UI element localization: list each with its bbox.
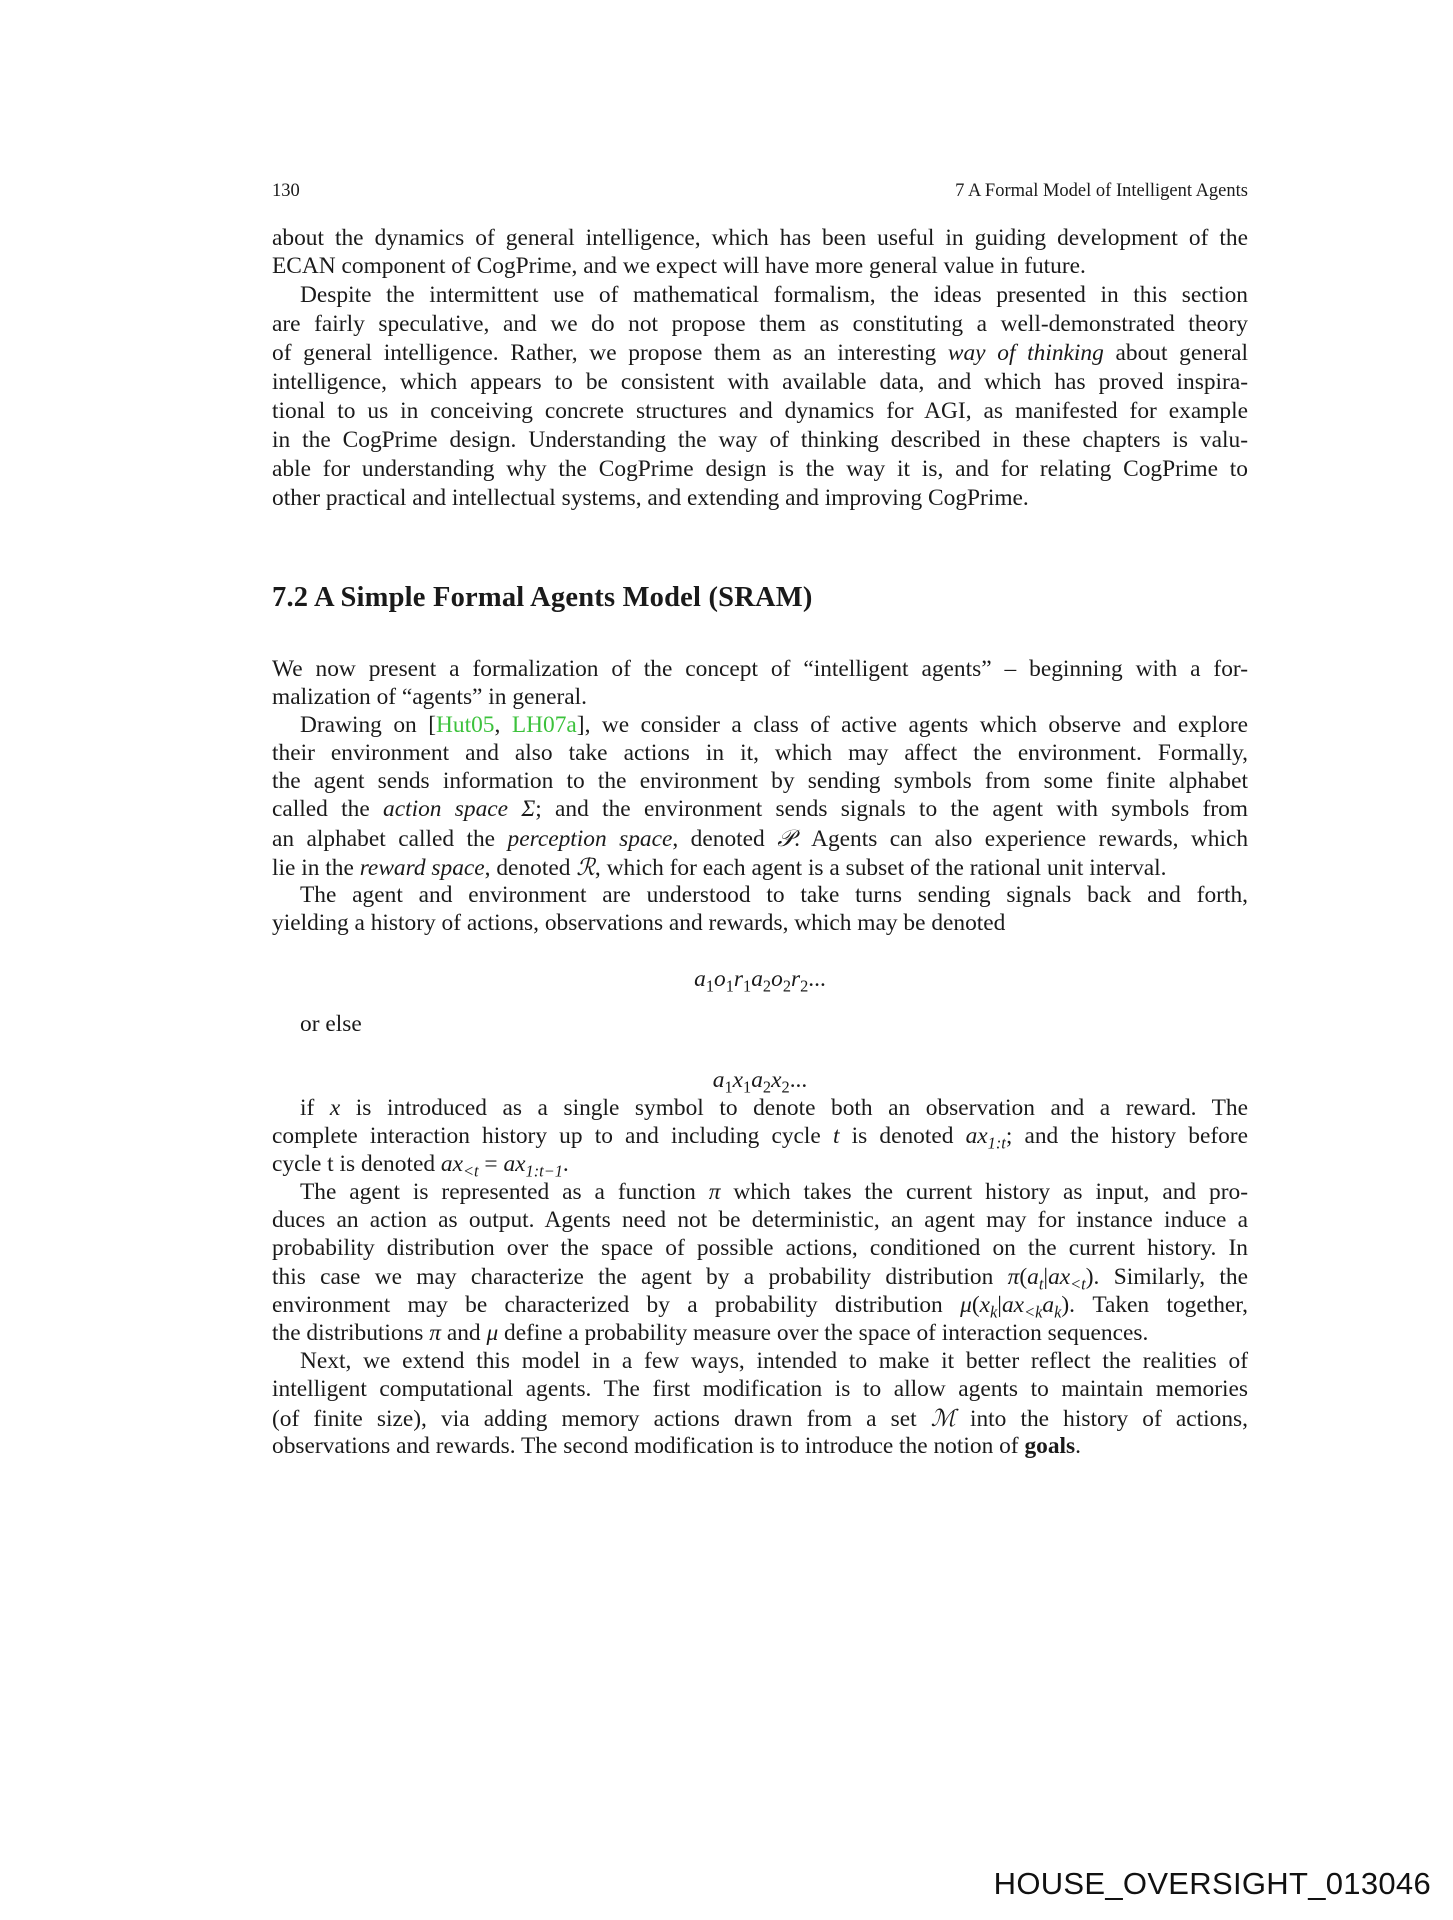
text-line: The agent and environment are understood to take turns sending signals back and forth, xyxy=(300,882,1248,908)
text-line: We now present a formalization of the concept of “intelligent agents” – beginning with a for- xyxy=(272,656,1248,682)
text-line: Despite the intermittent use of mathematical formalism, the ideas presented in this section xyxy=(300,282,1248,308)
text-line: malization of “agents” in general. xyxy=(272,684,587,710)
text-line xyxy=(272,1178,1248,1206)
text-line xyxy=(272,824,1248,852)
text-line xyxy=(272,711,1248,739)
text-line: are fairly speculative, and we do not propose them as constituting a well-demonstrated theory xyxy=(272,311,1248,337)
text-line xyxy=(272,1291,1248,1322)
math-variable: r xyxy=(733,966,744,992)
math-variable: o xyxy=(771,966,783,992)
text-fragment: the distributions xyxy=(272,1320,430,1346)
math-variable: x xyxy=(329,1095,341,1121)
text-fragment: an alphabet called the xyxy=(272,826,508,852)
text-fragment: ; and the history before xyxy=(1005,1123,1248,1149)
text-fragment: . Similarly, the xyxy=(1093,1264,1248,1290)
math-subscript: 1:t−1 xyxy=(525,1161,563,1181)
text-fragment: into the history of actions, xyxy=(955,1406,1248,1432)
math-subscript: 1 xyxy=(705,976,715,996)
math-operator: | xyxy=(997,1292,1002,1318)
text-fragment: which takes the current history as input, and pro- xyxy=(720,1179,1248,1205)
math-symbol-reward-space: ℛ xyxy=(576,853,595,881)
text-fragment: . xyxy=(1075,1433,1081,1459)
math-symbol-mu: μ xyxy=(960,1292,972,1318)
text-line xyxy=(272,1319,1248,1347)
math-symbol-pi: π xyxy=(429,1320,441,1346)
math-paren: ( xyxy=(1019,1264,1028,1290)
math-subscript: 1 xyxy=(743,976,752,996)
text-line: Next, we extend this model in a few ways, intended to make it better reflect the realities of xyxy=(300,1348,1248,1374)
text-line: their environment and also take actions in it, which may affect the environment. Formally, xyxy=(272,740,1248,766)
math-subscript: <t xyxy=(462,1161,479,1181)
text-fragment: , denoted xyxy=(672,826,778,852)
text-fragment: observations and rewards. The second modification is to introduce the notion of xyxy=(272,1433,1025,1459)
text-fragment: define a probability measure over the space of interaction sequences. xyxy=(498,1320,1149,1346)
text-fragment: called the xyxy=(272,796,384,822)
math-subscript: 2 xyxy=(762,976,772,996)
math-variable: a xyxy=(694,966,706,992)
math-paren: ) xyxy=(1085,1264,1094,1290)
math-subscript: 1 xyxy=(725,976,734,996)
math-symbol-pi: π xyxy=(708,1179,721,1205)
text-line xyxy=(272,1404,1248,1432)
math-paren: ( xyxy=(971,1292,980,1318)
math-variable: ... xyxy=(808,966,826,992)
emphasis-text: reward space xyxy=(359,855,485,881)
math-subscript: 2 xyxy=(781,1077,790,1097)
text-fragment: Drawing on [ xyxy=(300,712,436,738)
math-operator: = xyxy=(478,1151,504,1177)
text-fragment: this case we may characterize the agent by a probability distribution xyxy=(272,1264,1008,1290)
text-line: probability distribution over the space of possible actions, conditioned on the current history. In xyxy=(272,1235,1248,1261)
text-line: yielding a history of actions, observations and rewards, which may be denoted xyxy=(272,910,1006,936)
document-id-stamp: HOUSE_OVERSIGHT_013046 xyxy=(993,1866,1431,1901)
text-fragment: about general xyxy=(1115,340,1248,366)
math-operator: | xyxy=(1043,1264,1049,1290)
math-symbol-pi: π xyxy=(1007,1264,1020,1290)
math-symbol-mu: μ xyxy=(486,1320,499,1346)
text-fragment: complete interaction history up to and including cycle xyxy=(272,1123,833,1149)
text-fragment: , denoted xyxy=(484,855,577,881)
text-fragment: and xyxy=(440,1320,487,1346)
math-variable: ax xyxy=(503,1151,526,1177)
text-fragment: if xyxy=(300,1095,330,1121)
display-equation-history xyxy=(272,965,1248,996)
text-line: intelligent computational agents. The first modification is to allow agents to maintain memories xyxy=(272,1376,1248,1402)
math-subscript: 1 xyxy=(724,1077,733,1097)
text-line: the agent sends information to the environment by sending symbols from some finite alphabet xyxy=(272,768,1248,794)
math-subscript: 1:t xyxy=(987,1133,1006,1153)
text-fragment: , which for each agent is a subset of the rational unit interval. xyxy=(594,855,1167,881)
emphasis-text: way of thinking xyxy=(947,340,1104,366)
text-fragment: ], we consider a class of active agents which observe and explore xyxy=(576,712,1248,738)
math-variable: ... xyxy=(789,1067,808,1093)
math-variable: ax xyxy=(1001,1292,1025,1318)
text-line: intelligence, which appears to be consistent with available data, and which has proved inspira- xyxy=(272,369,1248,395)
text-line: ECAN component of CogPrime, and we expect will have more general value in future. xyxy=(272,253,1086,279)
math-variable: a xyxy=(751,966,763,992)
text-line xyxy=(272,1094,1248,1122)
math-variable: a xyxy=(712,1067,725,1093)
text-fragment: is introduced as a single symbol to denote both an observation and a reward. The xyxy=(340,1095,1248,1121)
text-line xyxy=(272,1150,1248,1181)
text-fragment: , xyxy=(494,712,512,738)
running-chapter-title: 7 A Formal Model of Intelligent Agents xyxy=(955,181,1248,201)
text-line xyxy=(272,1122,1248,1153)
math-variable: a xyxy=(751,1067,763,1093)
math-variable: t xyxy=(832,1123,840,1149)
math-subscript: 2 xyxy=(782,976,791,996)
text-line xyxy=(272,795,1248,823)
math-variable: ax xyxy=(965,1123,988,1149)
math-subscript: 1 xyxy=(743,1077,752,1097)
math-variable: ax xyxy=(440,1151,463,1177)
text-line: other practical and intellectual systems, and extending and improving CogPrime. xyxy=(272,485,1029,511)
text-line: duces an action as output. Agents need not be deterministic, an agent may for instance induce a xyxy=(272,1207,1248,1233)
bold-term-goals: goals xyxy=(1024,1433,1076,1459)
math-variable: x xyxy=(732,1067,744,1093)
text-fragment: . xyxy=(562,1151,569,1177)
display-equation-history-compact xyxy=(272,1066,1248,1097)
text-line xyxy=(272,339,1248,367)
math-variable: r xyxy=(791,966,801,992)
math-variable: x xyxy=(771,1067,782,1093)
math-symbol-sigma: Σ xyxy=(521,796,536,822)
text-fragment: of general intelligence. Rather, we propose them as an interesting xyxy=(272,340,937,366)
text-fragment: The agent is represented as a function xyxy=(300,1179,709,1205)
text-line xyxy=(272,853,1248,881)
text-fragment: . Taken together, xyxy=(1069,1292,1248,1318)
math-subscript: 2 xyxy=(800,976,809,996)
math-subscript: <t xyxy=(1070,1274,1086,1294)
text-line: able for understanding why the CogPrime design is the way it is, and for relating CogPrime to xyxy=(272,456,1248,482)
emphasis-text: action space xyxy=(383,796,509,822)
text-line xyxy=(272,1263,1248,1294)
math-subscript: t xyxy=(1038,1274,1044,1294)
text-fragment: (of finite size), via adding memory actions drawn from a set xyxy=(272,1406,931,1432)
math-symbol-perception-space: 𝒫 xyxy=(777,824,795,852)
text-line: or else xyxy=(300,1011,362,1037)
section-heading: 7.2 A Simple Formal Agents Model (SRAM) xyxy=(272,582,813,613)
math-variable: ax xyxy=(1048,1264,1071,1290)
math-subscript: k xyxy=(990,1302,998,1322)
math-subscript: k xyxy=(1054,1302,1062,1322)
math-subscript: 2 xyxy=(762,1077,772,1097)
text-fragment: ; and the environment sends signals to the agent with symbols from xyxy=(535,796,1248,822)
math-variable: o xyxy=(714,966,726,992)
text-fragment: is denoted xyxy=(839,1123,966,1149)
text-fragment: . Agents can also experience rewards, which xyxy=(794,826,1249,852)
citation-link-hut05[interactable]: Hut05 xyxy=(436,712,495,738)
text-fragment: environment may be characterized by a probability distribution xyxy=(272,1292,961,1318)
text-line: about the dynamics of general intelligence, which has been useful in guiding development of the xyxy=(272,225,1248,251)
page-number: 130 xyxy=(272,181,300,201)
math-symbol-memory-set: ℳ xyxy=(930,1404,956,1432)
math-subscript: <k xyxy=(1024,1302,1043,1322)
text-fragment: lie in the xyxy=(272,855,360,881)
text-line: tional to us in conceiving concrete structures and dynamics for AGI, as manifested for example xyxy=(272,398,1248,424)
emphasis-text: perception space xyxy=(507,826,673,852)
math-variable: a xyxy=(1027,1264,1039,1290)
citation-link-lh07a[interactable]: LH07a xyxy=(511,712,577,738)
math-variable: x xyxy=(979,1292,991,1318)
math-paren: ) xyxy=(1061,1292,1070,1318)
math-variable: a xyxy=(1042,1292,1055,1318)
text-line xyxy=(272,1432,1248,1460)
text-fragment: cycle t is denoted xyxy=(272,1151,441,1177)
text-line: in the CogPrime design. Understanding the way of thinking described in these chapters is valu- xyxy=(272,427,1248,453)
